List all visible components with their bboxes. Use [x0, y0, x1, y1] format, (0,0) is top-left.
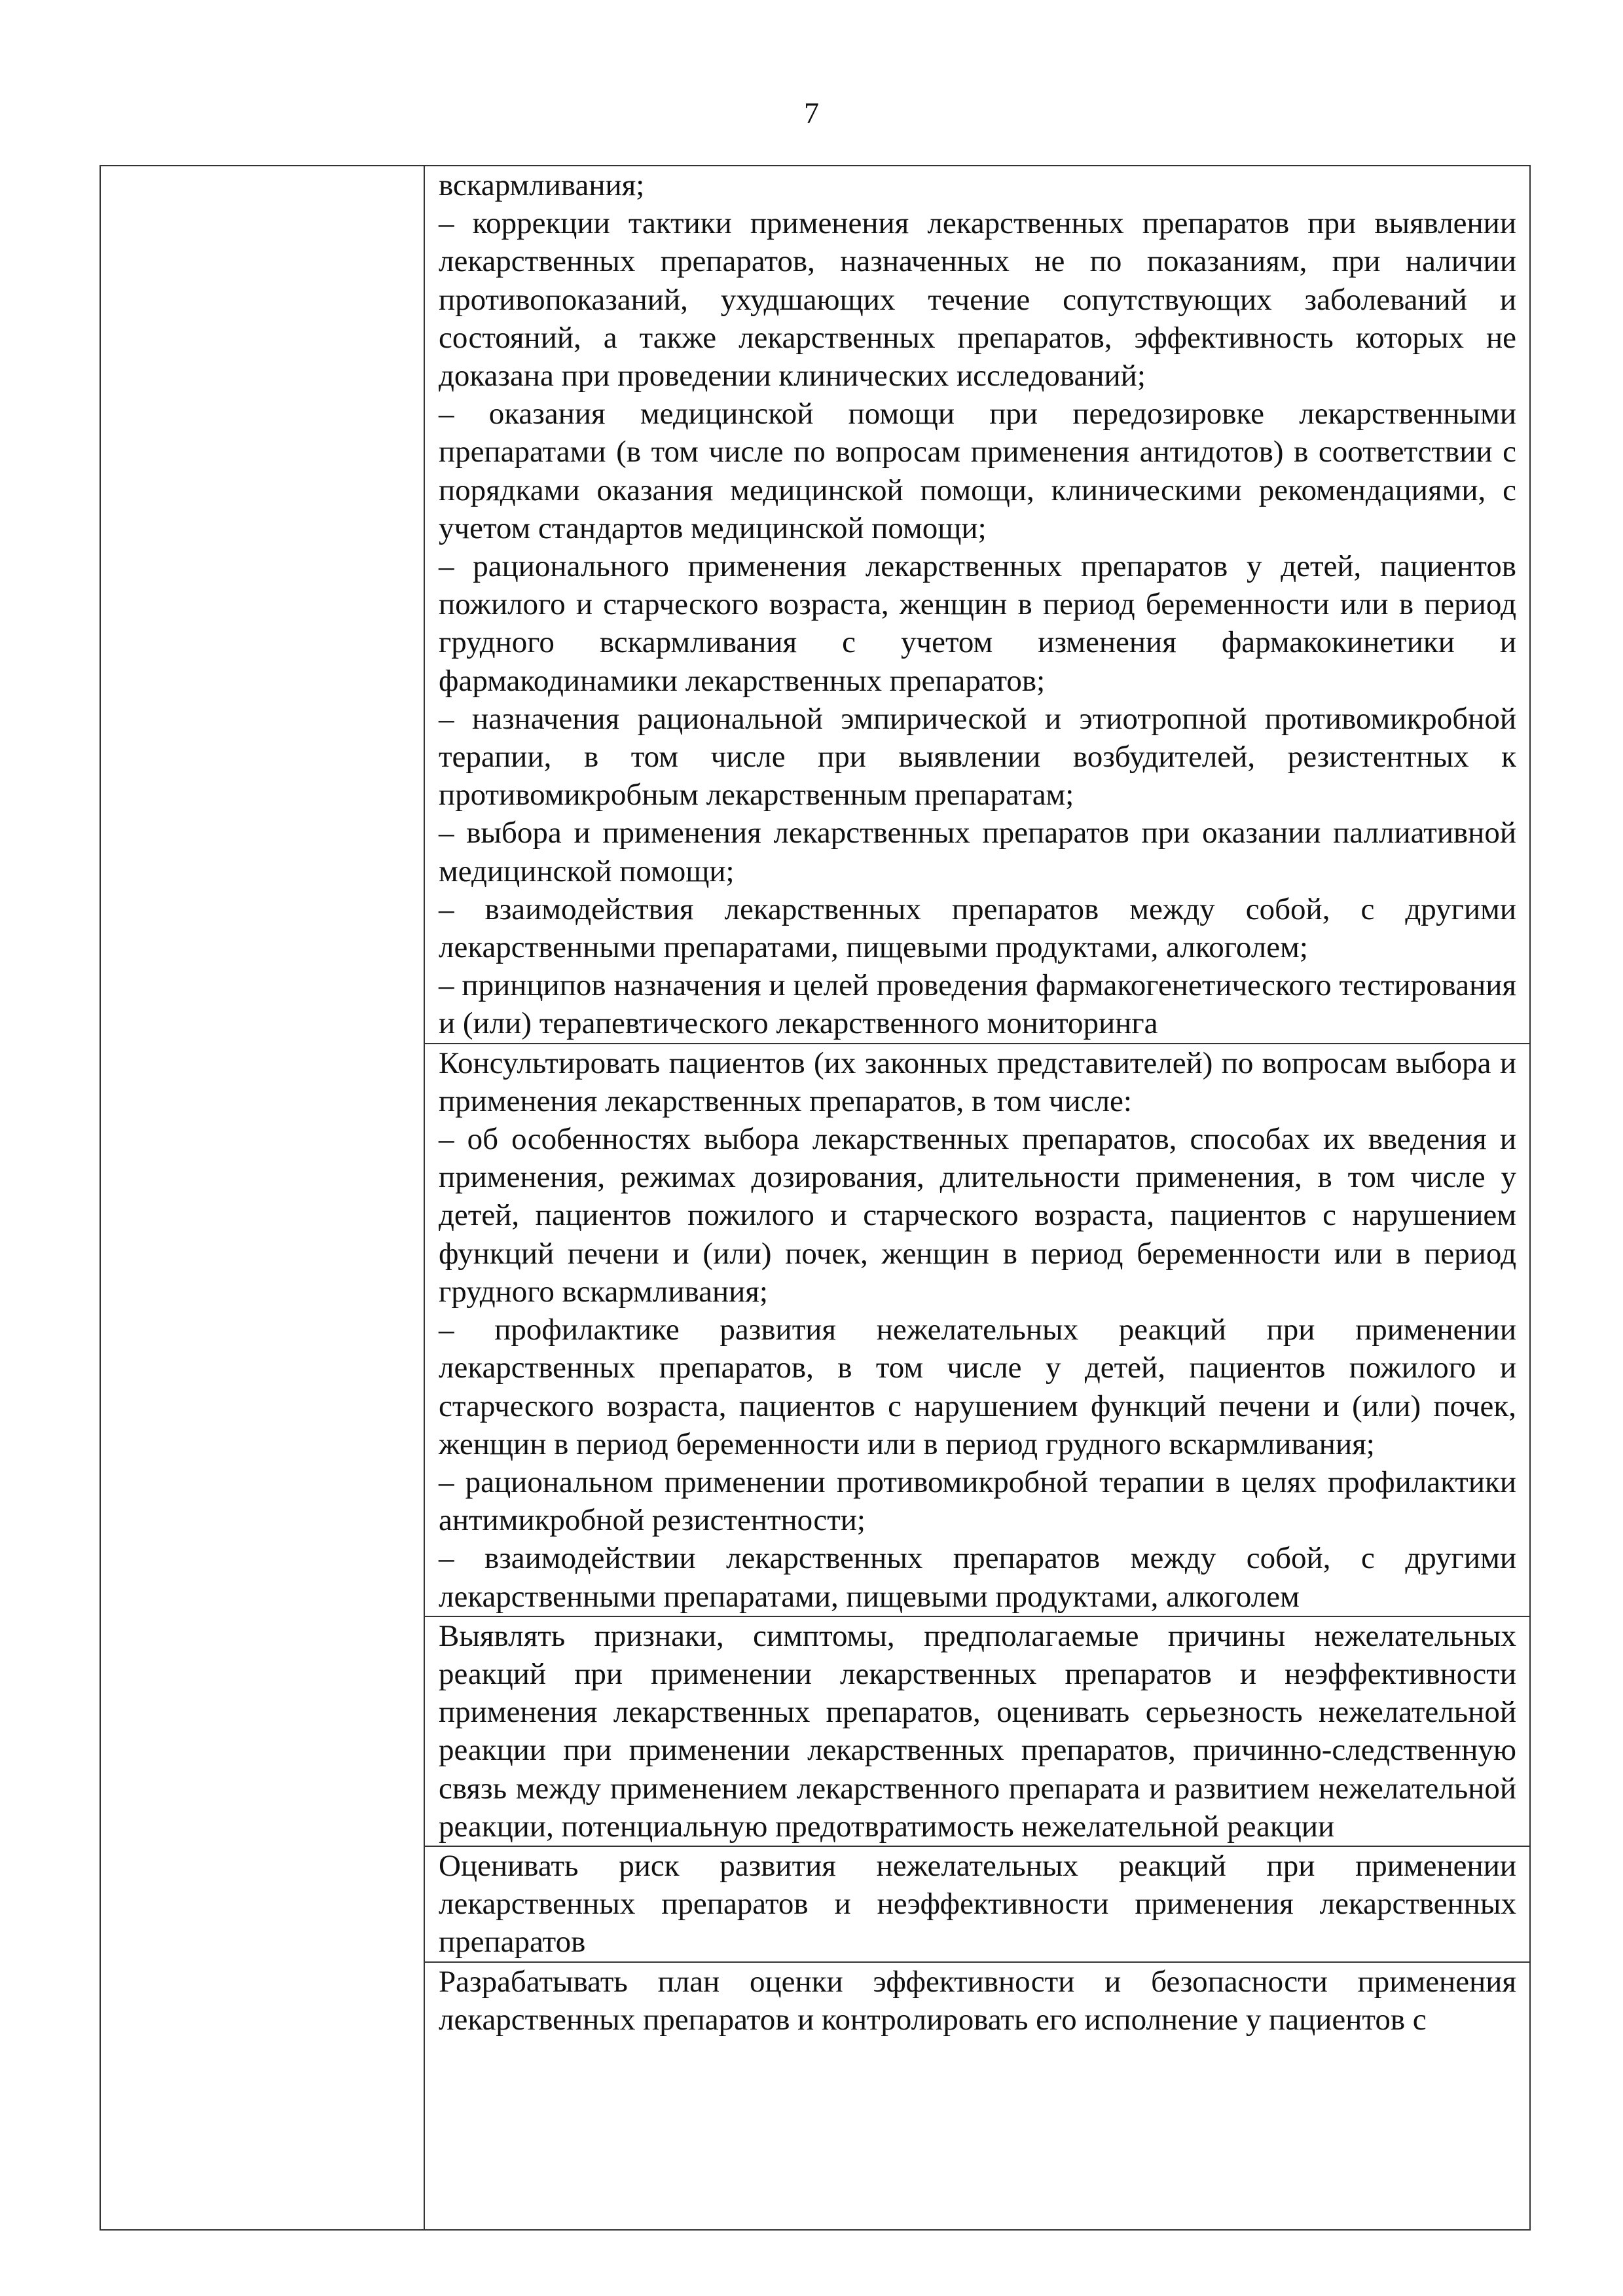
- paragraph: Разрабатывать план оценки эффективности и безопасности применения лекарственных препаратов и контролировать его исполнение у пациентов с: [439, 1964, 1516, 2037]
- right-column-cell: [424, 1044, 1530, 1616]
- right-column-cell: [424, 166, 1530, 1044]
- paragraph: – взаимодействии лекарственных препаратов между собой, с другими лекарственными препаратами, пищевыми продуктами, алкоголем: [439, 1541, 1516, 1614]
- right-column-cell: [424, 1846, 1530, 1962]
- paragraph: – коррекции тактики применения лекарственных препаратов при выявлении лекарственных препаратов, назначенных не по показаниям, при наличии противопоказаний, ухудшающих течение сопутствующих заболеваний и состояний, а также лекарственных препаратов, эффективность которых не доказана при проведении клинических исследований;: [439, 206, 1516, 393]
- page-number: 7: [804, 96, 819, 130]
- left-column-cell: [100, 166, 424, 2230]
- cell-text: [425, 1617, 1529, 1846]
- cell-text: [425, 166, 1529, 1043]
- paragraph: вскармливания;: [439, 168, 645, 202]
- paragraph: – оказания медицинской помощи при передозировке лекарственными препаратами (в том числе по вопросам применения антидотов) в соответствии с порядками оказания медицинской помощи, клиническими рекомендациями, с учетом стандартов медицинской помощи;: [439, 397, 1516, 545]
- cell-text: [425, 1963, 1529, 2229]
- paragraph: – выбора и применения лекарственных препаратов при оказании паллиативной медицинской помощи;: [439, 816, 1516, 888]
- cell-text: [425, 1847, 1529, 1961]
- paragraph: – взаимодействия лекарственных препаратов между собой, с другими лекарственными препаратами, пищевыми продуктами, алкоголем;: [439, 892, 1516, 965]
- table-row: [100, 166, 1530, 1044]
- cell-text: [425, 1044, 1529, 1616]
- paragraph: Выявлять признаки, симптомы, предполагаемые причины нежелательных реакций при применении лекарственных препаратов и неэффективности применения лекарственных препаратов, оценивать серьезность нежелательной реакции при применении лекарственных препаратов, причинно-следственную связь между применением лекарственного препарата и развитием нежелательной реакции, потенциальную предотвратимость нежелательной реакции: [439, 1618, 1516, 1844]
- paragraph: Оценивать риск развития нежелательных реакций при применении лекарственных препаратов и неэффективности применения лекарственных препаратов: [439, 1848, 1516, 1959]
- paragraph: Консультировать пациентов (их законных представителей) по вопросам выбора и применения лекарственных препаратов, в том числе:: [439, 1046, 1516, 1118]
- right-column-cell: [424, 1616, 1530, 1846]
- paragraph: – рациональном применении противомикробной терапии в целях профилактики антимикробной резистентности;: [439, 1465, 1516, 1538]
- paragraph: – принципов назначения и целей проведения фармакогенетического тестирования и (или) терапевтического лекарственного мониторинга: [439, 968, 1516, 1041]
- paragraph: – рационального применения лекарственных препаратов у детей, пациентов пожилого и старческого возраста, женщин в период беременности или в период грудного вскармливания с учетом изменения фармакокинетики и фармакодинамики лекарственных препаратов;: [439, 549, 1516, 698]
- paragraph: – об особенностях выбора лекарственных препаратов, способах их введения и применения, режимах дозирования, длительности применения, в том числе у детей, пациентов пожилого и старческого возраста, пациентов с нарушением функций печени и (или) почек, женщин в период беременности или в период грудного вскармливания;: [439, 1122, 1516, 1309]
- paragraph: – профилактике развития нежелательных реакций при применении лекарственных препаратов, в том числе у детей, пациентов пожилого и старческого возраста, пациентов с нарушением функций печени и (или) почек, женщин в период беременности или в период грудного вскармливания;: [439, 1313, 1516, 1461]
- right-column-cell: [424, 1962, 1530, 2230]
- requirements-table: [100, 165, 1531, 2231]
- paragraph: – назначения рациональной эмпирической и этиотропной противомикробной терапии, в том числе при выявлении возбудителей, резистентных к противомикробным лекарственным препаратам;: [439, 701, 1516, 812]
